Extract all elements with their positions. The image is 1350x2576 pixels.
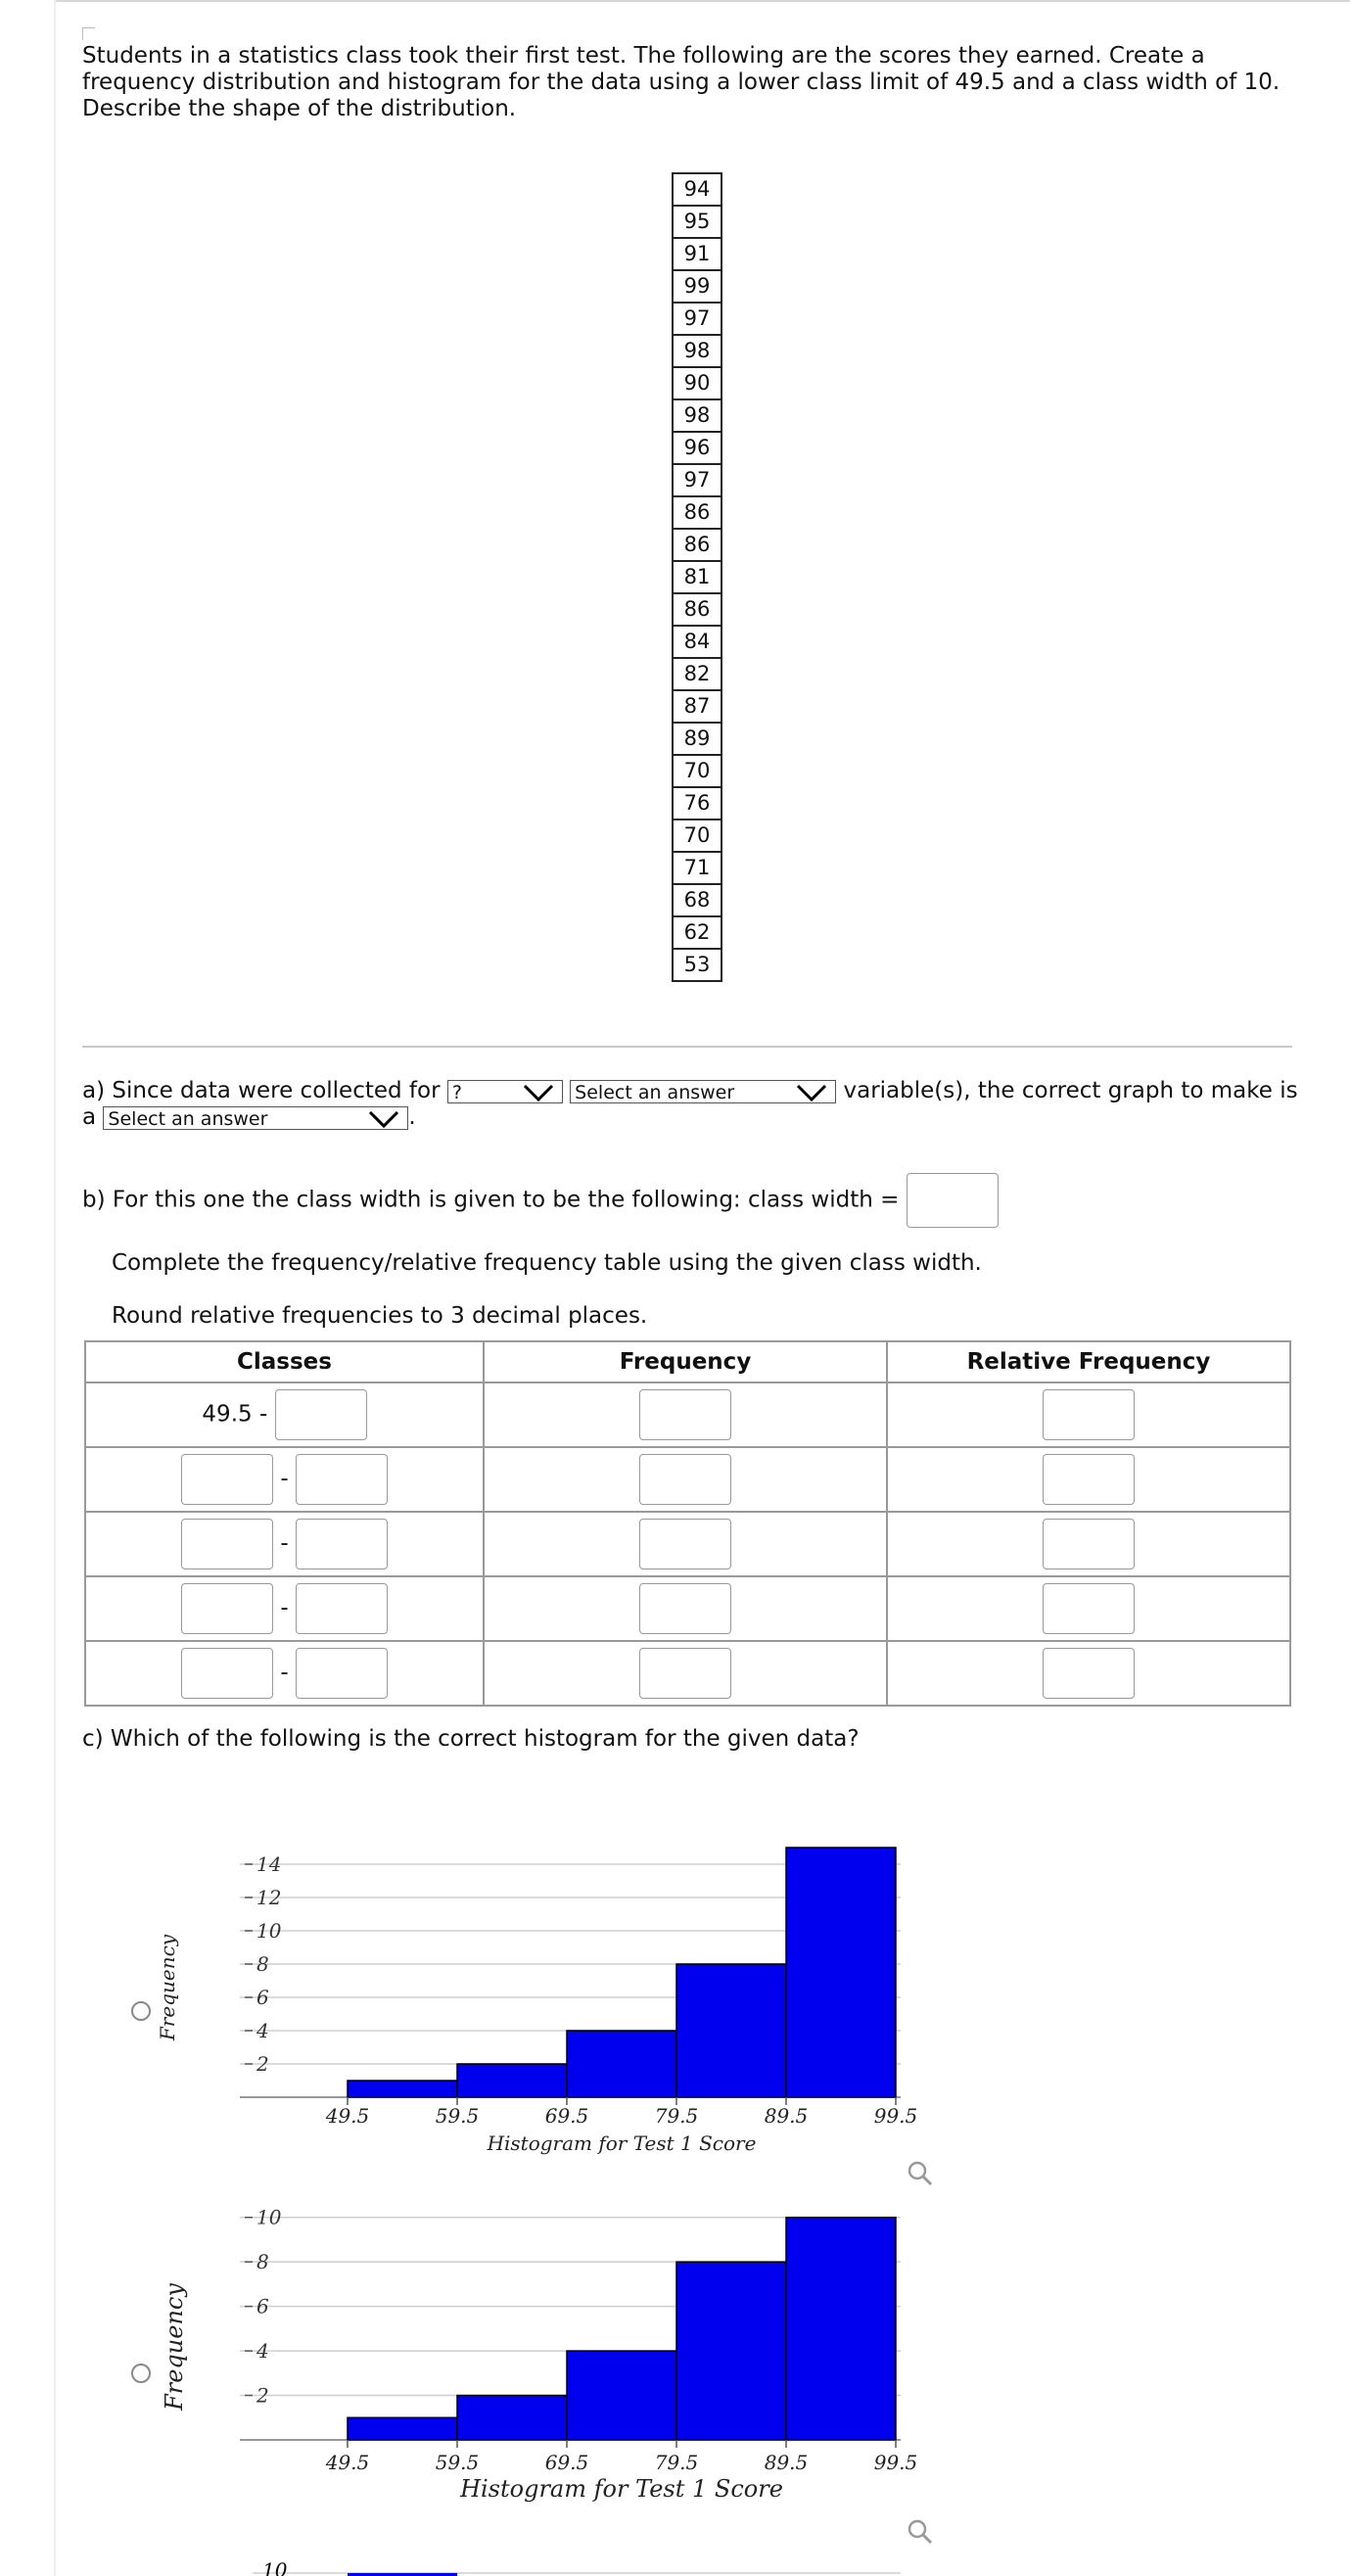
frequency-input[interactable] bbox=[639, 1648, 731, 1699]
table-row bbox=[85, 1641, 1290, 1706]
data-count-select[interactable] bbox=[447, 1080, 563, 1103]
frequency-input[interactable] bbox=[639, 1519, 731, 1569]
table-row bbox=[85, 1512, 1290, 1576]
variable-type-select-value: Select an answer bbox=[575, 1081, 735, 1103]
y-tick-label: 10 bbox=[262, 2558, 288, 2576]
upper-limit-input[interactable] bbox=[296, 1519, 388, 1569]
relative-frequency-input[interactable] bbox=[1043, 1454, 1135, 1505]
relative-frequency-input[interactable] bbox=[1043, 1648, 1135, 1699]
header-classes: Classes bbox=[85, 1341, 484, 1382]
graph-type-select-value: Select an answer bbox=[108, 1107, 268, 1130]
score-row bbox=[673, 529, 722, 561]
score-cell: 95 bbox=[673, 206, 722, 238]
y-tick-label: 8 bbox=[256, 1952, 269, 1976]
frequency-cell bbox=[484, 1641, 887, 1706]
y-tick-label: 6 bbox=[256, 2294, 269, 2318]
score-row bbox=[673, 173, 722, 206]
score-cell: 76 bbox=[673, 787, 722, 820]
score-cell: 68 bbox=[673, 884, 722, 916]
x-tick-label: 69.5 bbox=[544, 2104, 589, 2128]
upper-limit-input[interactable] bbox=[296, 1648, 388, 1699]
chevron-down-icon bbox=[521, 1082, 556, 1103]
lower-limit-input[interactable] bbox=[181, 1519, 273, 1569]
bar bbox=[786, 2218, 896, 2440]
class-cell bbox=[85, 1641, 484, 1706]
header-frequency: Frequency bbox=[484, 1341, 887, 1382]
bar bbox=[567, 2031, 676, 2097]
graph-type-select[interactable] bbox=[103, 1106, 408, 1130]
frequency-cell bbox=[484, 1382, 887, 1447]
score-row bbox=[673, 820, 722, 852]
frequency-cell bbox=[484, 1576, 887, 1641]
magnify-icon[interactable] bbox=[907, 2160, 934, 2187]
score-row bbox=[673, 884, 722, 916]
bar bbox=[457, 2396, 567, 2440]
x-tick-label: 49.5 bbox=[325, 2451, 370, 2474]
score-cell: 98 bbox=[673, 335, 722, 367]
part-a-middle: variable(s), the correct graph to make is a bbox=[82, 1078, 1298, 1130]
class-width-input[interactable] bbox=[907, 1173, 999, 1228]
score-row bbox=[673, 496, 722, 529]
y-tick-label: 4 bbox=[256, 2019, 269, 2042]
instruction-complete: Complete the frequency/relative frequency table using the given class width. bbox=[112, 1250, 982, 1276]
score-row bbox=[673, 270, 722, 303]
score-row bbox=[673, 593, 722, 626]
x-tick-label: 99.5 bbox=[873, 2104, 918, 2128]
x-tick-label: 59.5 bbox=[435, 2451, 480, 2474]
score-cell: 97 bbox=[673, 464, 722, 496]
y-tick-label: 10 bbox=[256, 1919, 282, 1943]
score-cell: 82 bbox=[673, 658, 722, 690]
top-border bbox=[54, 0, 1350, 2]
lower-limit-input[interactable] bbox=[181, 1583, 273, 1634]
score-cell: 70 bbox=[673, 820, 722, 852]
part-b-question bbox=[82, 1173, 999, 1228]
class-cell bbox=[85, 1512, 484, 1576]
score-cell: 53 bbox=[673, 949, 722, 981]
relative-frequency-cell bbox=[887, 1447, 1290, 1512]
y-axis-label: Frequency bbox=[161, 2283, 188, 2411]
variable-type-select[interactable] bbox=[570, 1080, 836, 1103]
score-cell: 86 bbox=[673, 593, 722, 626]
relative-frequency-input[interactable] bbox=[1043, 1389, 1135, 1440]
score-cell: 86 bbox=[673, 529, 722, 561]
score-row bbox=[673, 206, 722, 238]
score-row bbox=[673, 367, 722, 399]
score-cell: 62 bbox=[673, 916, 722, 949]
first-lower-limit: 49.5 - bbox=[202, 1401, 268, 1428]
y-tick-label: 6 bbox=[256, 1986, 269, 2009]
bar bbox=[676, 1964, 786, 2097]
frequency-input[interactable] bbox=[639, 1389, 731, 1440]
dash: - bbox=[280, 1466, 289, 1492]
bar bbox=[457, 2064, 567, 2097]
y-tick-label: 2 bbox=[256, 2052, 269, 2076]
bar bbox=[676, 2262, 786, 2440]
problem-statement: Students in a statistics class took their first test. The following are the scores they earned. Create a frequency distribution and histogram for the data using a lower class limit of 49.5 and a class width of 10. Describe the shape of the distribution. bbox=[82, 43, 1280, 121]
lower-limit-input[interactable] bbox=[181, 1454, 273, 1505]
score-cell: 94 bbox=[673, 173, 722, 206]
bar bbox=[348, 2081, 457, 2097]
dash: - bbox=[280, 1595, 289, 1621]
score-cell: 89 bbox=[673, 723, 722, 755]
score-row bbox=[673, 852, 722, 884]
part-a-suffix: . bbox=[408, 1104, 416, 1130]
relative-frequency-input[interactable] bbox=[1043, 1583, 1135, 1634]
relative-frequency-cell bbox=[887, 1382, 1290, 1447]
bar bbox=[786, 1848, 896, 2097]
upper-limit-input[interactable] bbox=[296, 1454, 388, 1505]
frequency-input[interactable] bbox=[639, 1583, 731, 1634]
score-row bbox=[673, 432, 722, 464]
dash: - bbox=[280, 1530, 289, 1557]
score-cell: 86 bbox=[673, 496, 722, 529]
score-cell: 70 bbox=[673, 755, 722, 787]
class-cell bbox=[85, 1576, 484, 1641]
x-axis-label: Histogram for Test 1 Score bbox=[460, 2475, 783, 2503]
score-cell: 71 bbox=[673, 852, 722, 884]
score-row bbox=[673, 399, 722, 432]
histogram-option-1 bbox=[147, 1821, 950, 2193]
bar bbox=[348, 2417, 457, 2440]
score-cell: 87 bbox=[673, 690, 722, 723]
upper-limit-input[interactable] bbox=[275, 1389, 367, 1440]
x-tick-label: 49.5 bbox=[325, 2104, 370, 2128]
score-row bbox=[673, 626, 722, 658]
instruction-round: Round relative frequencies to 3 decimal places. bbox=[112, 1303, 648, 1329]
part-a-prefix: a) Since data were collected for bbox=[82, 1078, 441, 1103]
frequency-table bbox=[84, 1340, 1291, 1707]
table-row bbox=[85, 1447, 1290, 1512]
x-tick-label: 79.5 bbox=[654, 2104, 699, 2128]
part-b-text: b) For this one the class width is given to be the following: class width = bbox=[82, 1187, 900, 1213]
score-row bbox=[673, 690, 722, 723]
histogram-option-2 bbox=[147, 2185, 950, 2557]
table-row bbox=[85, 1382, 1290, 1447]
part-a-question bbox=[82, 1078, 1306, 1131]
score-row bbox=[673, 561, 722, 593]
score-cell: 97 bbox=[673, 303, 722, 335]
score-row bbox=[673, 916, 722, 949]
x-axis-label: Histogram for Test 1 Score bbox=[487, 2131, 757, 2155]
score-row bbox=[673, 658, 722, 690]
y-tick-label: 14 bbox=[256, 1852, 282, 1876]
score-row bbox=[673, 238, 722, 270]
score-cell: 99 bbox=[673, 270, 722, 303]
table-row bbox=[85, 1576, 1290, 1641]
scores-table bbox=[672, 172, 722, 982]
section-divider bbox=[82, 1046, 1292, 1048]
magnify-icon[interactable] bbox=[907, 2518, 934, 2546]
score-row bbox=[673, 755, 722, 787]
left-border bbox=[54, 0, 56, 2576]
y-tick-label: 2 bbox=[256, 2383, 269, 2408]
score-row bbox=[673, 949, 722, 981]
frequency-cell bbox=[484, 1512, 887, 1576]
score-cell: 96 bbox=[673, 432, 722, 464]
part-c-question: c) Which of the following is the correct histogram for the given data? bbox=[82, 1726, 860, 1752]
y-axis-label: Frequency bbox=[156, 1934, 179, 2041]
chevron-down-icon bbox=[794, 1082, 829, 1103]
x-tick-label: 79.5 bbox=[654, 2451, 699, 2474]
score-row bbox=[673, 787, 722, 820]
score-row bbox=[673, 303, 722, 335]
score-row bbox=[673, 723, 722, 755]
chevron-down-icon bbox=[366, 1108, 401, 1130]
score-cell: 84 bbox=[673, 626, 722, 658]
score-cell: 90 bbox=[673, 367, 722, 399]
score-row bbox=[673, 464, 722, 496]
y-tick-label: 4 bbox=[256, 2339, 269, 2364]
y-tick-label: 12 bbox=[256, 1886, 282, 1909]
frequency-cell bbox=[484, 1447, 887, 1512]
relative-frequency-input[interactable] bbox=[1043, 1519, 1135, 1569]
upper-limit-input[interactable] bbox=[296, 1583, 388, 1634]
class-cell bbox=[85, 1447, 484, 1512]
corner-mark bbox=[82, 27, 95, 40]
x-tick-label: 89.5 bbox=[764, 2104, 809, 2128]
class-cell bbox=[85, 1382, 484, 1447]
lower-limit-input[interactable] bbox=[181, 1648, 273, 1699]
x-tick-label: 99.5 bbox=[873, 2451, 918, 2474]
score-cell: 91 bbox=[673, 238, 722, 270]
histogram-option-3-partial bbox=[147, 2550, 950, 2576]
score-cell: 81 bbox=[673, 561, 722, 593]
y-tick-label: 8 bbox=[256, 2250, 269, 2274]
header-relative-frequency: Relative Frequency bbox=[887, 1341, 1290, 1382]
frequency-input[interactable] bbox=[639, 1454, 731, 1505]
x-tick-label: 69.5 bbox=[544, 2451, 589, 2474]
y-tick-label: 10 bbox=[256, 2205, 282, 2229]
score-row bbox=[673, 335, 722, 367]
relative-frequency-cell bbox=[887, 1576, 1290, 1641]
x-tick-label: 59.5 bbox=[435, 2104, 480, 2128]
bar bbox=[567, 2351, 676, 2440]
relative-frequency-cell bbox=[887, 1512, 1290, 1576]
data-count-select-value: ? bbox=[451, 1081, 462, 1103]
score-cell: 98 bbox=[673, 399, 722, 432]
x-tick-label: 89.5 bbox=[764, 2451, 809, 2474]
dash: - bbox=[280, 1660, 289, 1686]
relative-frequency-cell bbox=[887, 1641, 1290, 1706]
